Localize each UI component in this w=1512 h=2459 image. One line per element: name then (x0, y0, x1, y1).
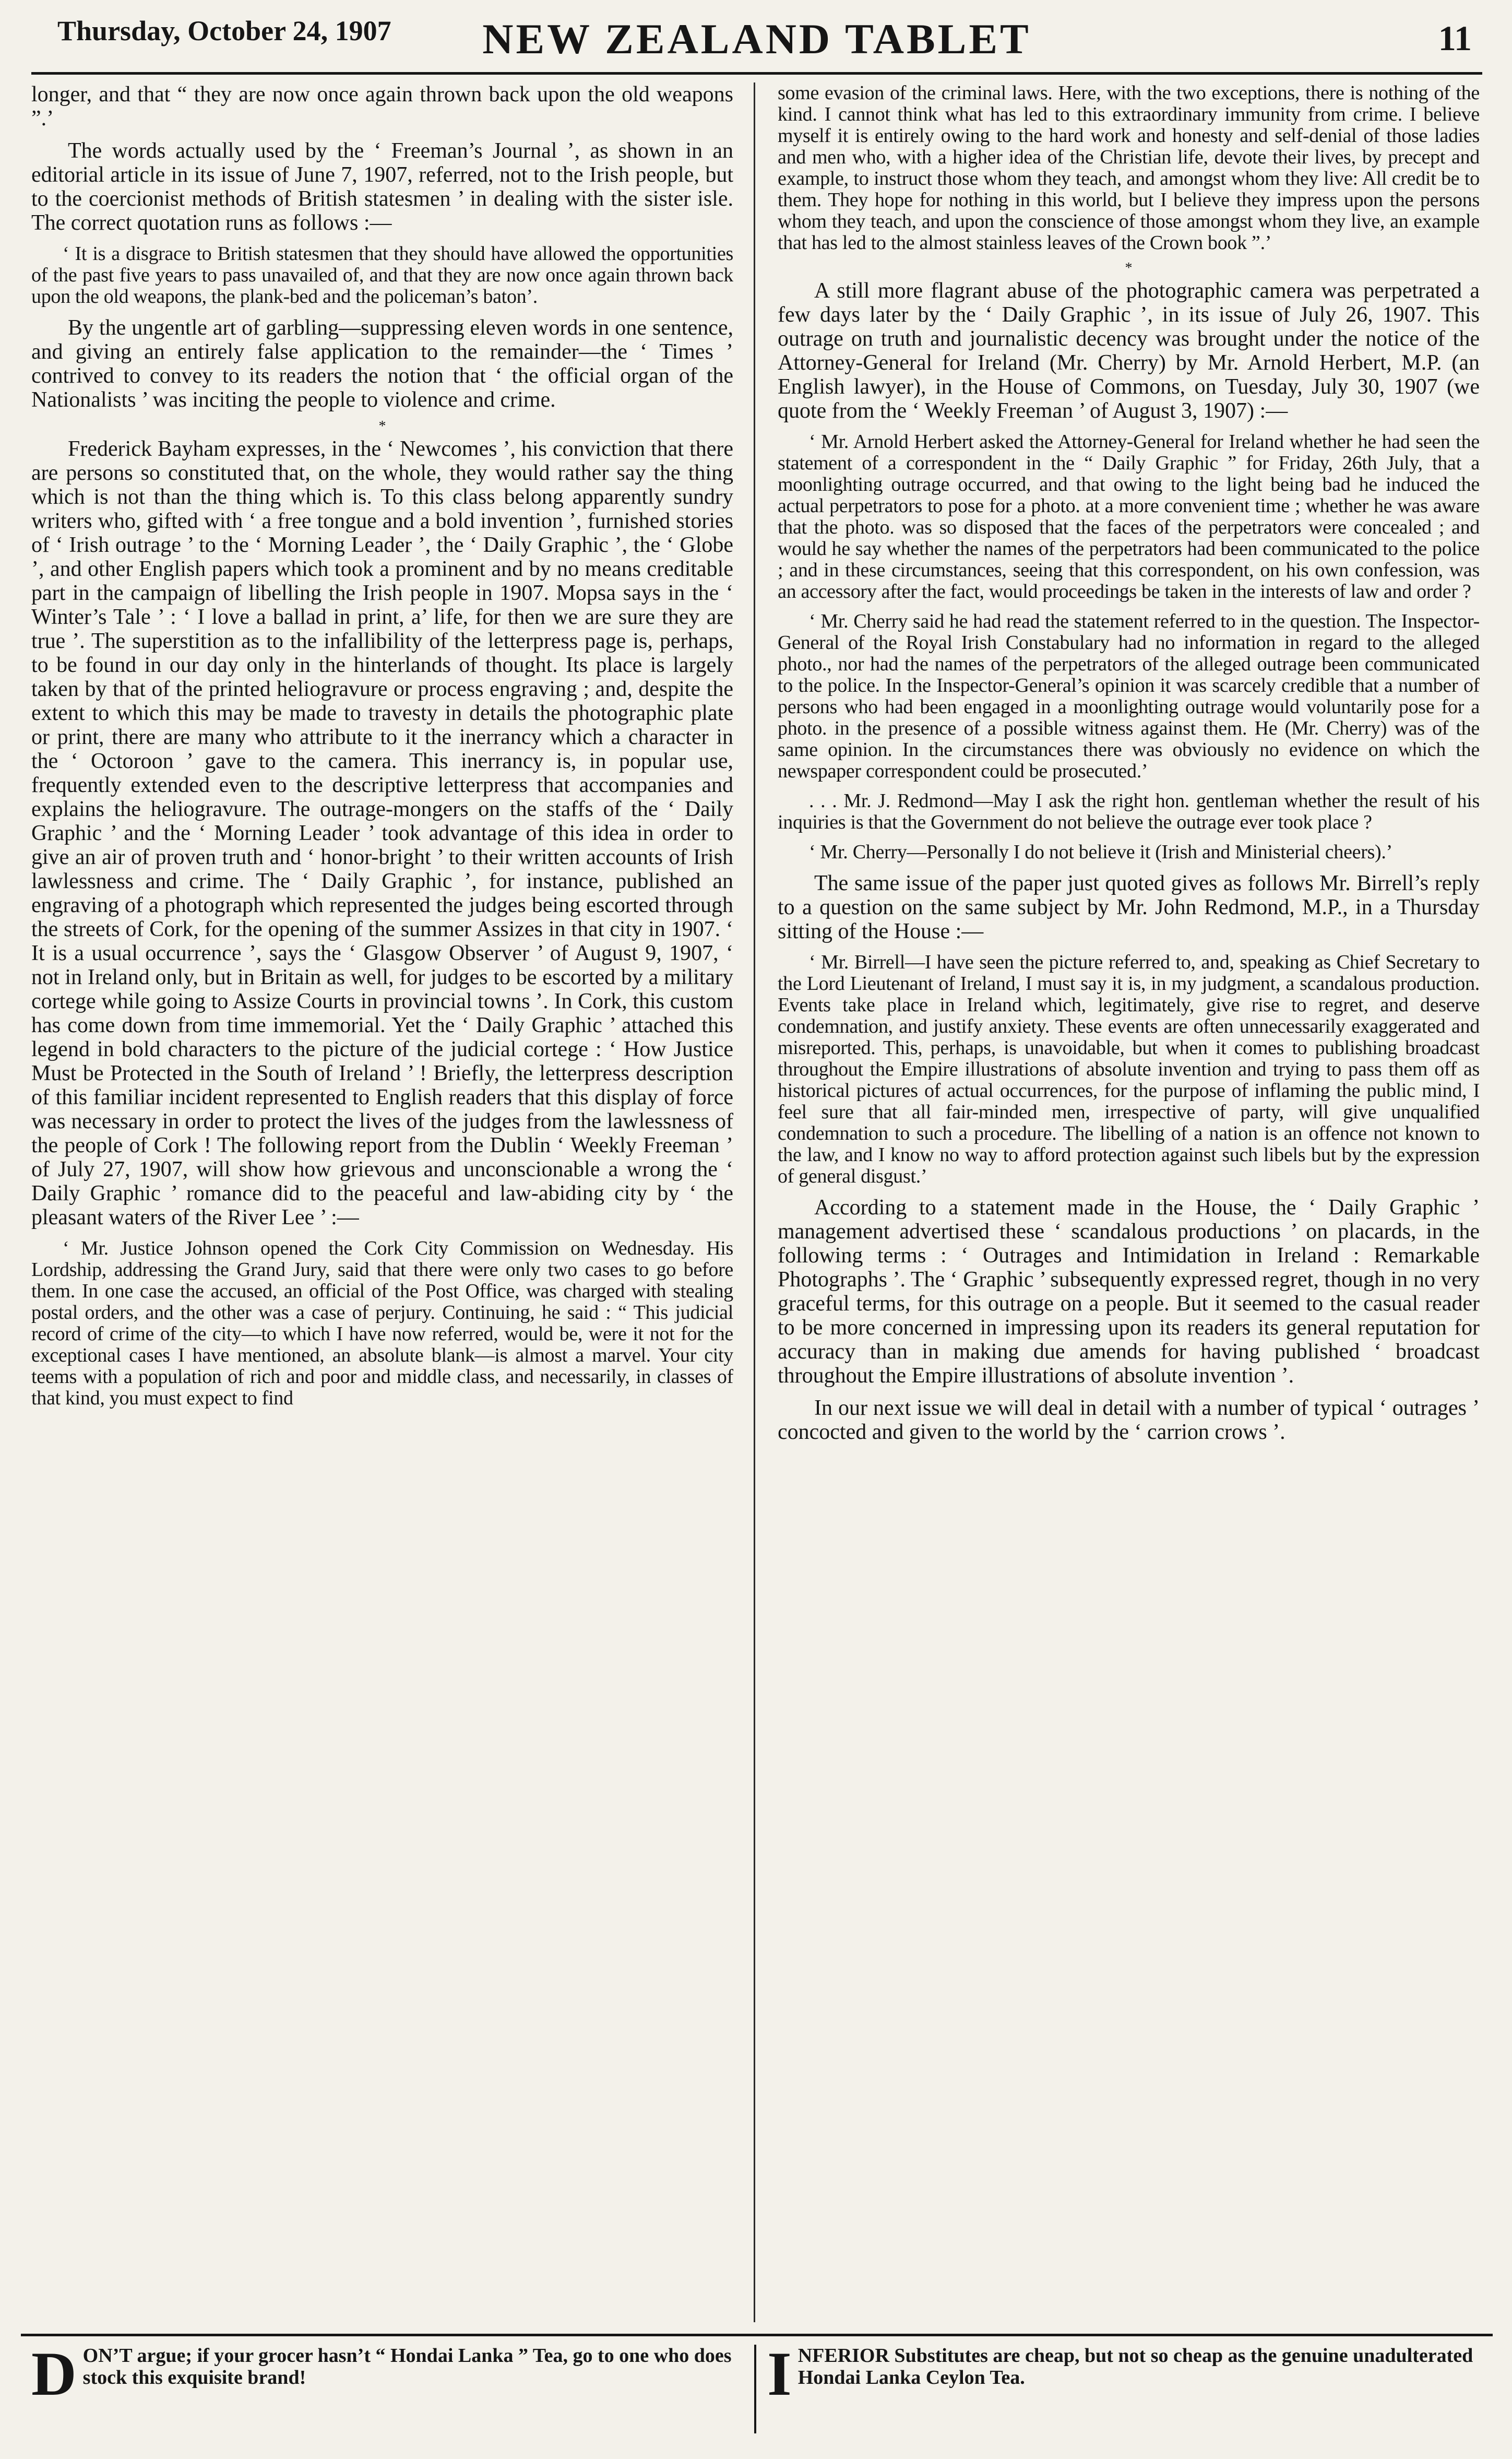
quoted-passage: ‘ Mr. Arnold Herbert asked the Attorney-General for Ireland whether he had seen the statement of a correspondent in the “ Daily Graphic ” for Friday, 26th July, that a moonlighting outrage occurred, and that owing to the light being bad he induced the actual perpetrators to pose for a photo. at a more convenient time ; whether he was aware that the photo. was so disposed that the faces of the perpetrators were concealed ; and would he say whether the names of the perpetrators had been communicated to the police ; and in these circumstances, seeing that this correspondent, on his own confession, was an accessory after the fact, would proceedings be taken in the interests of law and order ? (778, 431, 1480, 602)
section-separator: * (378, 418, 386, 434)
quoted-passage: ‘ Mr. Cherry—Personally I do not believe it (Irish and Ministerial cheers).’ (809, 841, 1392, 863)
article-paragraph: longer, and that “ they are now once again thrown back upon the old weapons ”.’ (31, 82, 733, 131)
quoted-passage: ‘ Mr. Birrell—I have seen the picture referred to, and, speaking as Chief Secretary to the Lord Lieutenant of Ireland, I must say it is, in my judgment, a scandalous production. Events take place in Ireland which, legitimately, give rise to regret, and deserve condemnation, and justify anxiety. These events are often unnecessarily exaggerated and misreported. This, perhaps, is unavoidable, but when it comes to publishing broadcast throughout the Empire illustrations of absolute invention and trying to pass them off as historical pictures of actual occurrences, for the purpose of inflaming the public mind, I feel sure that all fair-minded men, irrespective of party, will give unqualified condemnation to such a procedure. The libelling of a nation is an offence not known to the law, and I know no way to afford protection against such libels but by the expression of general disgust.’ (778, 951, 1480, 1187)
left-column (31, 82, 733, 2320)
masthead-title: NEW ZEALAND TABLET (482, 15, 1031, 63)
advert-right-dropcap: I (767, 2339, 792, 2408)
issue-date: Thursday, October 24, 1907 (57, 15, 391, 46)
page-number: 11 (1438, 18, 1472, 58)
quoted-passage: . . . Mr. J. Redmond—May I ask the right hon. gentleman whether the result of his inquiries is that the Government do not believe the outrage ever took place ? (778, 790, 1480, 833)
quoted-passage: ‘ Mr. Cherry said he had read the statement referred to in the question. The Inspector-General of the Royal Irish Constabulary had no information in regard to the alleged photo., nor had the names of the perpetrators of the alleged outrage been communicated to the police. In the Inspector-General’s opinion it was scarcely credible that a number of persons who had been engaged in a moonlighting outrage would voluntarily pose for a photo. in the presence of a possible witness against them. He (Mr. Cherry) was of the same opinion. In the circumstances there was obviously no evidence on which the newspaper correspondent could be prosecuted.’ (778, 610, 1480, 782)
article-paragraph: According to a statement made in the House, the ‘ Daily Graphic ’ management advertised these ‘ scandalous productions ’ on placards, in the following terms : ‘ Outrages and Intimidation in Ireland : Remarkable Photographs ’. The ‘ Graphic ’ subsequently expressed regret, though in no very graceful terms, for this outrage on a people. But it seemed to the casual reader to be more concerned in impressing upon its readers its general reputation for accuracy than in making due amends for having published ‘ broadcast throughout the Empire illustrations of absolute invention ’. (778, 1196, 1480, 1388)
quoted-passage: some evasion of the criminal laws. Here, with the two exceptions, there is nothing of the kind. I cannot think what has led to this extraordinary immunity from crime. I believe myself it is entirely owing to the hard work and honesty and self-denial of those ladies and men who, with a higher idea of the Christian life, devote their lives, by precept and example, to instruct those whom they teach, and amongst whom they live: All credit be to them. They hope for nothing in this world, but I believe they impress upon the persons whom they teach, and upon the conscience of those amongst whom they live, an example that has led to the almost stainless leaves of the Crown book ”.’ (778, 82, 1480, 254)
advert-right (767, 2339, 1487, 2439)
footer-advertisements (21, 2334, 1493, 2446)
quoted-passage: ‘ Mr. Justice Johnson opened the Cork City Commission on Wednesday. His Lordship, addressing the Grand Jury, said that there were only two cases to go before them. In one case the accused, an official of the Post Office, was charged with stealing postal orders, and the other was a case of perjury. Continuing, he said : “ This judicial record of crime of the city—to which I have now referred, would be, were it not for the exceptional cases I have mentioned, an absolute blank—is almost a marvel. Your city teems with a population of rich and poor and middle class, and necessarily, in classes of that kind, you must expect to find (31, 1237, 733, 1409)
article-paragraph: A still more flagrant abuse of the photographic camera was perpetrated a few days later by the ‘ Daily Graphic ’, in its issue of July 26, 1907. This outrage on truth and journalistic decency was brought under the notice of the Attorney-General for Ireland (Mr. Cherry) by Mr. Arnold Herbert, M.P. (an English lawyer), in the House of Commons, on Tuesday, July 30, 1907 (we quote from the ‘ Weekly Freeman ’ of August 3, 1907) :— (778, 279, 1480, 423)
advert-left (31, 2339, 746, 2439)
article-paragraph: The same issue of the paper just quoted gives as follows Mr. Birrell’s reply to a question on the same subject by Mr. John Redmond, M.P., in a Thursday sitting of the House :— (778, 871, 1480, 943)
advert-left-dropcap: D (31, 2339, 77, 2408)
advert-right-text: NFERIOR Substitutes are cheap, but not so cheap as the genuine unadulterated Hondai Lanka Ceylon Tea. (797, 2345, 1473, 2389)
section-separator: * (1125, 260, 1133, 276)
column-divider (754, 82, 755, 2322)
advert-left-text: ON’T argue; if your grocer hasn’t “ Hondai Lanka ” Tea, go to one who does stock this exquisite brand! (82, 2345, 732, 2389)
article-paragraph: The words actually used by the ‘ Freeman’s Journal ’, as shown in an editorial article in its issue of June 7, 1907, referred, not to the Irish people, but to the coercionist methods of British statesmen ’ in dealing with the sister isle. The correct quotation runs as follows :— (31, 139, 733, 235)
article-paragraph: By the ungentle art of garbling—suppressing eleven words in one sentence, and giving an entirely false application to the remainder—the ‘ Times ’ contrived to convey to its readers the notion that ‘ the official organ of the Nationalists ’ was inciting the people to violence and crime. (31, 316, 733, 412)
right-column (778, 82, 1480, 2320)
article-paragraph: In our next issue we will deal in detail with a number of typical ‘ outrages ’ concocted and given to the world by the ‘ carrion crows ’. (778, 1396, 1480, 1444)
article-paragraph: Frederick Bayham expresses, in the ‘ Newcomes ’, his conviction that there are persons so constituted that, on the whole, they would rather say the thing which is not than the thing which is. To this class belong apparently sundry writers who, gifted with ‘ a free tongue and a bold invention ’, furnished stories of ‘ Irish outrage ’ to the ‘ Morning Leader ’, the ‘ Daily Graphic ’, the ‘ Globe ’, and other English papers which took a prominent and by no means creditable part in the campaign of libelling the Irish people in 1907. Mopsa says in the ‘ Winter’s Tale ’ : ‘ I love a ballad in print, a’ life, for then we are sure they are true ’. The superstition as to the infallibility of the letterpress page is, perhaps, to be found in our day only in the hinterlands of thought. Its place is largely taken by that of the printed heliogravure or process engraving ; and, despite the extent to which this may be made to travesty in details the photographic plate or print, there are many who attribute to it the inerrancy which a character in the ‘ Octoroon ’ gave to the camera. This inerrancy is, in popular use, frequently extended even to the descriptive letterpress that accompanies and explains the heliogravure. The outrage-mongers on the staffs of the ‘ Daily Graphic ’ and the ‘ Morning Leader ’ took advantage of this idea in order to give an air of proven truth and ‘ honor-bright ’ to their written accounts of Irish lawlessness and crime. The ‘ Daily Graphic ’, for instance, published an engraving of a photograph which represented the judges being escorted through the streets of Cork, for the opening of the summer Assizes in that city in 1907. ‘ It is a usual occurrence ’, says the ‘ Glasgow Observer ’ of August 9, 1907, ‘ not in Ireland only, but in Britain as well, for judges to be escorted by a military cortege while going to Assize Courts in provincial towns ’. In Cork, this custom has come down from time immemorial. Yet the ‘ Daily Graphic ’ attached this legend in bold characters to the picture of the judicial cortege : ‘ How Justice Must be Protected in the South of Ireland ’ ! Briefly, the letterpress description of this familiar incident represented to English readers that this display of force was necessary in order to protect the lives of the judges from the lawlessness of the people of Cork ! The following report from the Dublin ‘ Weekly Freeman ’ of July 27, 1907, will show how grievous and unconscionable a wrong the ‘ Daily Graphic ’ romance did to the peaceful and law-abiding city by ‘ the pleasant waters of the River Lee ’ :— (31, 437, 733, 1230)
page-header (31, 9, 1482, 75)
quoted-passage: ‘ It is a disgrace to British statesmen that they should have allowed the opportunities of the past five years to pass unavailed of, and that they are now once again thrown back upon the old weapons, the plank-bed and the policeman’s baton’. (31, 243, 733, 308)
advert-divider (754, 2345, 756, 2433)
